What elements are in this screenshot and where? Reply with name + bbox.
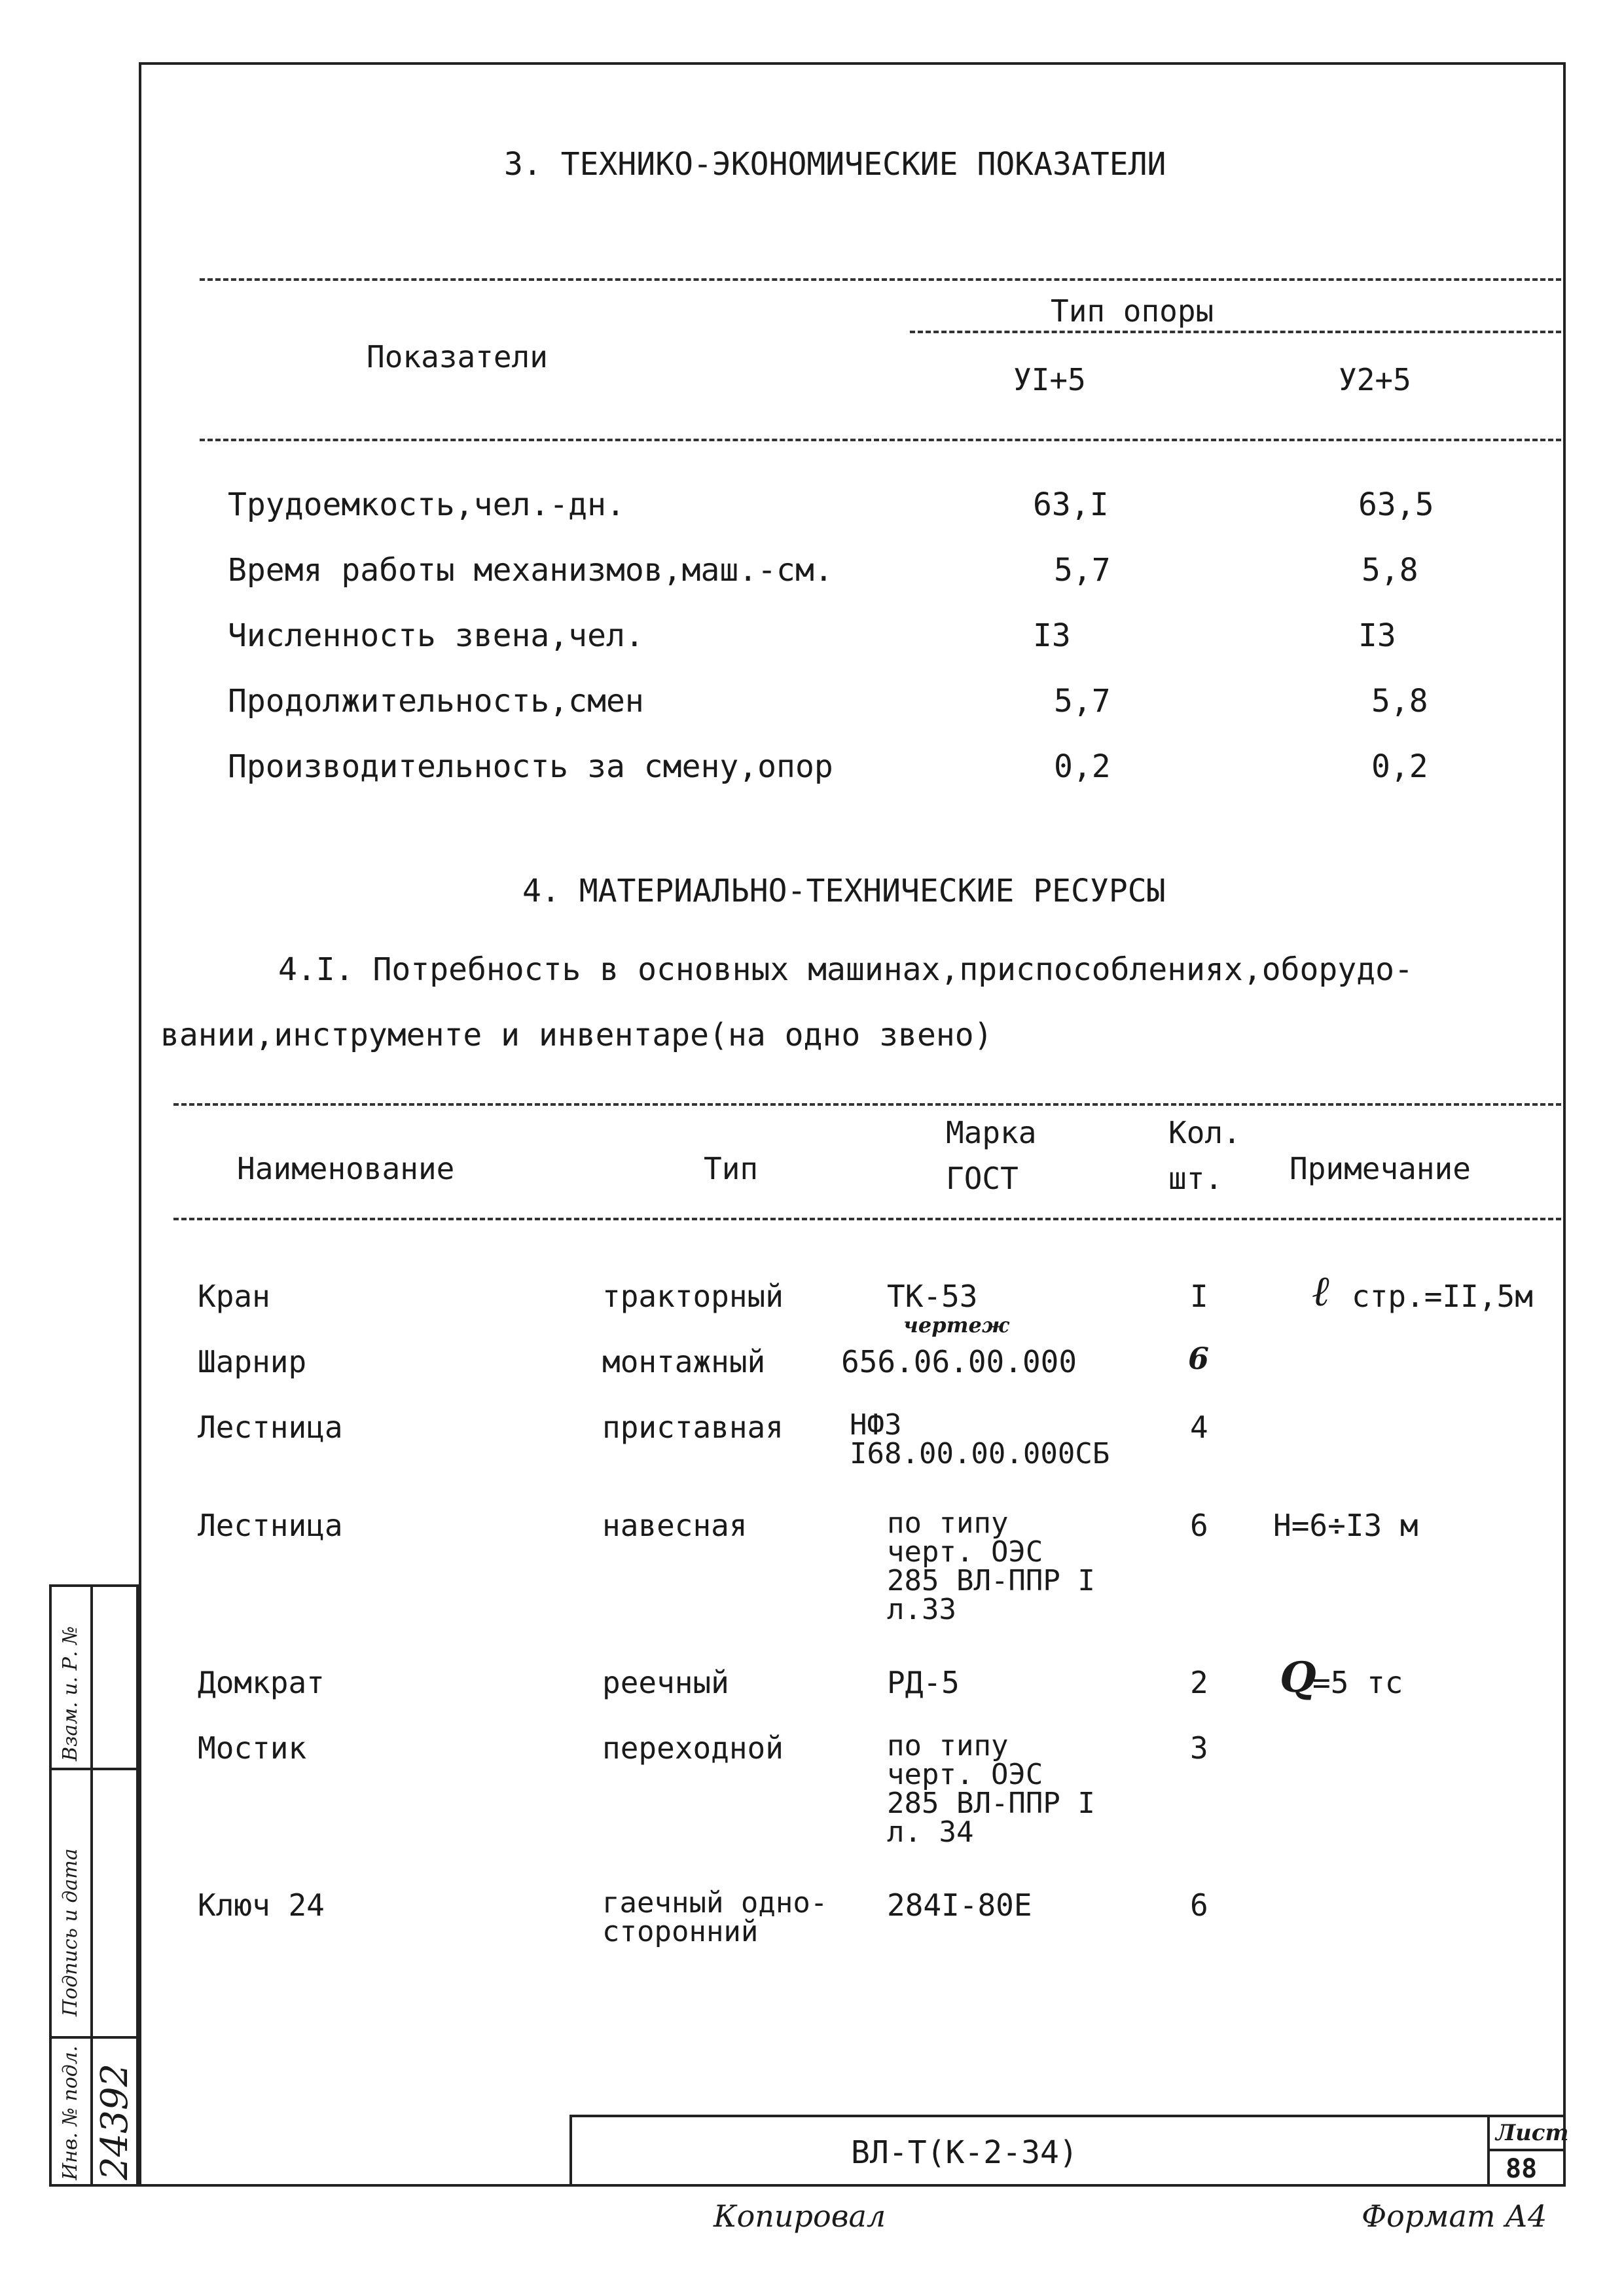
table1-row-label: Трудоемкость,чел.-дн.	[228, 486, 625, 523]
table2-row-type: тракторный	[602, 1279, 784, 1314]
table2-top-rule	[173, 1103, 1561, 1106]
table1-header-group: Тип опоры	[1051, 293, 1214, 329]
section3-title: 3. ТЕХНИКО-ЭКОНОМИЧЕСКИЕ ПОКАЗАТЕЛИ	[504, 146, 1166, 183]
footer-format: Формат А4	[1362, 2198, 1547, 2234]
section4-paragraph-line1: 4.I. Потребность в основных машинах,приспособлениях,оборудо-	[278, 951, 1413, 988]
signature-label: Подпись и дата	[59, 1848, 82, 2016]
table1-top-rule	[200, 278, 1561, 281]
table1-row-value1: 5,7	[1054, 683, 1111, 720]
table2-row-mark: по типу черт. ОЭС 285 ВЛ-ППР I л. 34	[887, 1729, 1095, 1849]
table2-header-name: Наименование	[237, 1151, 455, 1186]
table1-row-value2: 5,8	[1371, 683, 1428, 720]
table2-row-name: Шарнир	[198, 1344, 307, 1379]
table2-row-mark-handwritten: чертеж	[903, 1313, 1009, 1338]
document-code: ВЛ-Т(К-2-34)	[851, 2134, 1078, 2171]
table2-header-rule	[173, 1218, 1561, 1220]
sheet-cell-divider	[1487, 2149, 1566, 2151]
table2-row-type: переходной	[602, 1730, 784, 1766]
table2-row-name: Кран	[198, 1279, 270, 1314]
table2-header-note: Примечание	[1290, 1151, 1471, 1186]
table2-row-type: навесная	[602, 1508, 748, 1543]
table2-row-qty: 2	[1190, 1665, 1208, 1700]
table2-row-name: Лестница	[198, 1508, 343, 1543]
inventory-number: 24392	[94, 2063, 136, 2180]
table2-row-type: приставная	[602, 1410, 784, 1445]
registration-strip-sep	[49, 2036, 139, 2039]
table2-row-note: =5 тс	[1312, 1665, 1403, 1700]
replacement-label: Взам. и. Р. №	[59, 1626, 82, 1761]
table1-row-value1: 5,7	[1054, 552, 1111, 589]
table2-header-gost: ГОСТ	[946, 1161, 1019, 1196]
table2-row-mark: НФЗ I68.00.00.000СБ	[850, 1408, 1110, 1470]
table2-row-qty: 6	[1190, 1508, 1208, 1543]
table1-row-value1: 63,I	[1033, 486, 1109, 523]
table1-col1-header: УI+5	[1013, 362, 1086, 397]
table2-row-qty: 6	[1188, 1341, 1210, 1376]
table1-row-value2: 0,2	[1371, 748, 1428, 785]
registration-strip-sep	[49, 1768, 139, 1770]
table2-row-note-symbol: ℓ	[1312, 1267, 1331, 1316]
table2-row-qty: 4	[1190, 1410, 1208, 1445]
table1-header-indicator: Показатели	[367, 339, 548, 374]
table2-header-qty-unit: шт.	[1168, 1161, 1223, 1196]
table2-row-name: Мостик	[198, 1730, 307, 1766]
registration-strip-divider	[90, 1584, 93, 2187]
table2-row-qty: 6	[1190, 1887, 1208, 1923]
table1-row-value1: 0,2	[1054, 748, 1111, 785]
table1-group-rule	[910, 331, 1561, 333]
table1-col2-header: У2+5	[1339, 362, 1411, 397]
section4-paragraph-line2: вании,инструменте и инвентаре(на одно звено)	[160, 1017, 993, 1053]
table2-row-name: Ключ 24	[198, 1887, 325, 1923]
table1-row-label: Продолжительность,смен	[228, 683, 644, 720]
table2-row-mark: 656.06.00.000	[841, 1344, 1077, 1379]
table2-row-type: монтажный	[602, 1344, 766, 1379]
table2-header-qty: Кол.	[1168, 1115, 1241, 1150]
table2-row-type: гаечный одно- сторонний	[602, 1886, 828, 1948]
table2-header-mark: Марка	[946, 1115, 1037, 1150]
table1-row-value1: I3	[1033, 617, 1071, 654]
inventory-label: Инв. № подл.	[59, 2045, 82, 2180]
table2-row-mark: ТК-53	[887, 1279, 978, 1314]
table2-header-type: Тип	[704, 1151, 759, 1186]
table1-row-label: Численность звена,чел.	[228, 617, 644, 654]
table2-row-type: реечный	[602, 1665, 729, 1700]
table2-row-mark: по типу черт. ОЭС 285 ВЛ-ППР I л.33	[887, 1506, 1095, 1626]
table1-row-value2: 5,8	[1362, 552, 1418, 589]
table2-row-mark: 284I-80Е	[887, 1887, 1032, 1923]
table2-row-qty: I	[1190, 1279, 1208, 1314]
section4-title: 4. МАТЕРИАЛЬНО-ТЕХНИЧЕСКИЕ РЕСУРСЫ	[522, 873, 1166, 909]
table1-row-value2: 63,5	[1358, 486, 1434, 523]
sheet-number: 88	[1506, 2154, 1538, 2184]
table1-row-value2: I3	[1358, 617, 1396, 654]
table1-header-rule	[200, 439, 1561, 441]
table2-row-name: Домкрат	[198, 1665, 325, 1700]
table2-row-mark: РД-5	[887, 1665, 960, 1700]
table2-row-note-symbol: Q	[1280, 1653, 1316, 1702]
table2-row-note: Н=6÷I3 м	[1273, 1508, 1418, 1543]
sheet-label: Лист	[1496, 2120, 1569, 2146]
footer-copied: Копировал	[713, 2198, 886, 2234]
table1-row-label: Время работы механизмов,маш.-см.	[228, 552, 833, 589]
table1-row-label: Производительность за смену,опор	[228, 748, 833, 785]
table2-row-qty: 3	[1190, 1730, 1208, 1766]
table2-row-note: стр.=II,5м	[1352, 1279, 1533, 1314]
table2-row-name: Лестница	[198, 1410, 343, 1445]
